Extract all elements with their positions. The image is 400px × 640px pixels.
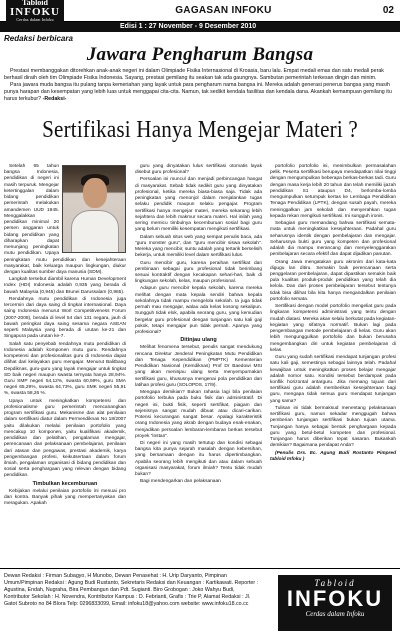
- article-paragraph: Adapun guru mencibir kepala sekolah, karena mereka melihat dengan mata kepala sendiri bahwa kepala sekolahnya tidak mampu mengelola sekolah. Ia juga tidak pernah mau mengajar, walau ada kelas kosong sekalipun. Sungguh tidak elok, apabila seorang guru, yang kemudian bergelar guru profesional dengan tunjangan satu kali gaji pokok, tetapi mengajar pun tidak pernah. Apanya yang profesional?: [135, 286, 262, 336]
- article-paragraph: Guru mencibir guru, karena peraihan sertifikat dan pembinaan sebagai guru profesional tidak berimbang sesuai kontraktif dengan kecakapan sehari-hari, baik di lingkungan sekolah, kelas, maupun profesional.: [135, 260, 262, 285]
- editorial-signature: -Redaksi-: [42, 96, 67, 103]
- article-paragraph: Salah satu penyebab rendahnya mutu pendidikan di Indonesia adalah komponen mutu guru. Rendahnya kompetensi dan profesionalitas guru di Indonesia dapat dilihat dari kelayakan guru mengajar. Menurut Balitbang Depdiknas, guru-guru yang layak mengajar untuk tingkat SD baik negeri maupun swasta ternyata hanya 28,94%. Guru SMP negeri 54,12%, swasta 60,99%, guru SMA negeri 65,29%, swasta 64,73%, guru SMK negeri 55,91 %, swasta 58,26 %.: [4, 341, 126, 397]
- article-paragraph: Setelah 65 tahun bangsa Indonesia, pendidikan di negeri ini masih terpuruk. Mengejar ketertinggalan dalam bidang pendidikan pemerintah melakukan amandemen UUD 1945. Menggalakkan pendidikan minimal 20 persen anggaran untuk bidang pendidikan yang diharapkan dapat menunjang peningkatan mutu pendidikan. Upaya peningkatan mutu pendidikan dan kesejahteraan masyarakat, baik keluarga maupun lingkungan, diukur dengan kualitas sumber daya manusia (SDM).: [4, 164, 126, 275]
- editorial-paragraph: Prestasi membanggakan ditorehkan anak-anak negeri ini dalam Olimpiade Fisika Internasional di Kroasia, baru lalu. Empat medali emas dan satu medali perak berhasil diraih oleh tim Olimpiade Fisika Indonesia. Sayang, prestasi gemilang itu seakan tak ada gaungnya. Sambutan pemerintah terkesan dingin dan minim.: [4, 68, 384, 82]
- article-paragraph: guru yang dinyatakan lulus sertifikasi otomatis layak disebut guru profesional?: [135, 164, 262, 176]
- article-paragraph: Melihat fenomena tersebut, penulis sangat mendukung rencana Direktur Jenderal Peningkatan Mutu Pendidikan dan Tenaga Kependidikan (PMPTK) Kementerian Pendidikan Nasional (Kemdiknas) Prof Dr Baedowi MSI yang akan meninjau ulang serta menyempurnakan sertifikasi guru, khususnya mengenai pola pendidikan dan latihan profesi guru (SOLOPDS, 17/9).: [135, 345, 262, 388]
- article-subheading: Timbulkan kecemburuan: [32, 480, 98, 487]
- article-paragraph: Upaya untuk meningkatkan kompetensi dan profesionalisme guru pemerintah mencanangkan program sertifikasi guru. Mekanisme dan alat penilaian dalam sertifikasi diatur dalam Permendiknas No 18/2007 yaitu dilakukan melalui penilaian portofolio yang mencakup 10 komponen, yaitu kualifikasi akademik, pendidikan dan pelatihan, pengalaman mengajar, perencanaan dan pelaksanaan pembelajaran, penilaian dari atasan dan pengawas, prestasi akademik, karya pengembangan profesi, keikutsertaan dalam forum ilmiah, pengalaman organisasi di bidang pendidikan dan sosial serta penghargaan yang relevan dengan bidang pendidikan.: [4, 398, 126, 479]
- masthead-text: Dewan Redaksi : Firman Subagyo, H Munobo, Dewan Penasehat : H. Urip Daryanto, Pimpinan Umum/Pimpinan Redaksi : Agung Budi Rustanto, Sekretaris Redaksi dan Keuangan : Kartikawati. Reporter : Agustina, Endah, Nugraha, Bira Pembangun dan Pdt. Sugianti. Biro Grobogan : Joko Wahyu Budi, Kontributor Sekolah : H. Novendra, Kontributor Kampus : D. Febrianti, Grafis : Trie P, Alamat Redaksi : Jl. Gatot Subroto no 84 Blora Telp: 0296833099, Email: infoku18@yahoo.com website: www.infoku18.co.cc: [4, 573, 259, 608]
- editorial-headline: Jawara Pengharum Bangsa: [86, 44, 314, 65]
- masthead-footer: [0, 568, 400, 640]
- article-subheading: Ditinjau ulang: [180, 337, 217, 344]
- logo-tagline: Cerdas dalam Infoku: [305, 610, 365, 618]
- article-paragraph: Dalam sebuah situs web yang sempat penulis baca, ada "guru monster guru", dan "guru mencibir siswa sekolah". Mereka yang mencibir, suntu adalah yang tertarik berselisih bekerja, untuk memiliki level dalam sertifikasi lulus.: [135, 234, 262, 259]
- article-paragraph: Sertifikasi dengan model portofolio mengeliat guru pada lingkaran kompetensi administrasi yang tentu dengan mudah diatasi. Mereka akan selalu berkutat pada kegiatan-kegiatan yang sifatnya normatif. Bukan lagi pada pengembangan metode pembelajaran di kelas. Guru akan lebih mengunggulkan portofolio dan bukan berusaha mengembangkan diri untuk kegiatan pembelajaran di kelas.: [270, 304, 396, 353]
- article-paragraph: portofolio portofolio ini, menimbulkan permasalahan pelik. Peserta sertifikasi berupaya mendapatkan nilai tinggi dengan mengumpulkan beberapa berkas-berkas tadi. Guru dengan masa kerja lebih 20 tahun dan telah memiliki ijazah pendidikan S1 ataupun D4, berlomba-lomba mengumpulkan setumpuk kertas ke Lembaga Pendidikan Tenaga Pendidikan (LPTK), dengan susah payah, mereka meninggalkan jam sekolah dan menyerahkan tugas kepada rekan mengikuti sertifikasi. Ini sungguh ironis.: [270, 164, 396, 219]
- article-paragraph: Persoalan ini muncul dan menjadi perbincangan hangat di masyarakat. Sebab tidak sedikit guru yang dinyatakan profesional, ketika mereka biasa-biasa saja. Tidak ada peningkatan yang menonjol dalam menjalankan tugas selaku pendidik maupun selaku pengajar. Program sertifikasi hanya mengejar materi, mereka sekarang lebih sejahtera dan lebih makmur secara materi. Hal inilah yang sering memicu timbulnya kecemburuan sosial bagi guru yang belum memiliki kesempatan mengikuti sertifikasi.: [135, 177, 262, 233]
- editorial-section-label: Redaksi berbicara: [4, 34, 73, 43]
- editorial-paragraph: [4, 82, 396, 103]
- article-paragraph: Bagi mendengarkan dan pelaksanaan: [140, 479, 221, 485]
- infoku-logo: [6, 0, 64, 23]
- editorial-body: [4, 68, 396, 103]
- article-paragraph: Orang Jawa mengatakan guru akronim dari kata-kata digugu lan ditiru. Semakin baik perencanaan serta penggelaran pembelajaran, dapat dipastikan semakin baik pula kualitas produk-produk pendidikan yang telah dia kelola. Dan dari proses pembelajaran tersebut tentunya tidak bisa dilihat bila kita hanya mengandalkan penilaian portofolio semata.: [270, 259, 396, 302]
- logo-main-text: INFOKU: [10, 6, 60, 18]
- logo-tagline: Cerdas dalam Infoku: [16, 17, 54, 22]
- article-paragraph: Rendahnya mutu pendidikan di Indonesia juga tercermin dari daya saing di tingkat internasional. Daya saing Indonesia menurut Worl Competitiveness Forum (2007-2008), berada di level 54 dari 131 negara, jauh di bawah peringkat daya saing sesama negara ASEAN seperti Malaysia yang berada di urutan ke-21 dan Singapura pada urutan ke-7.: [4, 296, 126, 340]
- section-title: GAGASAN INFOKU: [175, 5, 272, 16]
- article-column-2: [135, 164, 262, 487]
- article-paragraph: Kebijakan melalui penilaian portofolio ini menuai pro dan kontra. Banyak pihak yang mempertanyakan dan meragukan. Apakah: [4, 488, 126, 507]
- article-paragraph: Guru yang sudah sertifikasi mendapat tunjangan profesi satu kali gaji, semestinya sebagai lainnya telah. Padahal kewajiban untuk meningkatkan proses belajar mengajar adalah nomor satu. Kondisi tersebut berdampak pada konflik horizontal antarguru. Jika memang tujuan dari sertifikasi guru adalah memberikan kesejahteraan bagi guru, mengapa tidak semua guru mendapat tunjangan yang sama?: [270, 355, 396, 404]
- article-headline: Sertifikasi Hanya Mengejar Materi ?: [42, 117, 358, 143]
- article-column-3: [270, 164, 396, 464]
- editorial-paragraph-text: Para jawara muda bangsa itu pulang tanpa kemeriahan yang layak untuk para pengharum nama bangsa ini. Mereka adalah generasi penerus bangsa yang masih punya harapan dan kesempatan yang lebih luas untuk menggapai cita-cita. Namun, tak sedikit kendala fasilitas dan kendala dana. Akankah kemampuan gemilang itu harus terkubur?: [4, 82, 392, 103]
- edition-bar: Edisi 1 : 27 November - 9 Desember 2010: [0, 22, 400, 32]
- page-number: 02: [382, 5, 394, 16]
- article-paragraph: Tulisan ini tidak bermaksud menentang pelaksanaan sertifikasi guru, namun sekadar menggugah bahwa pemberian tunjangan sertifikasi bukan tujuan utama. Tunjangan hanya sebagai bentuk penghargaan kepada guru yang betul-betul kompeten dan profesional. Tunjangan harus diberikan tepat sasaran. Bukankah demikian? Bagaimana pendapat Anda?: [270, 405, 396, 449]
- logo-top-text: Tabloid: [22, 0, 48, 7]
- article-paragraph: Sebagian guru memandang bahwa sertifikasi semata-mata untuk meningkatkan kesejahteraan. Padahal guru seharusnya identik dengan pembelajaran dan mengajar. Seharusnya bukti guru yang kompeten dan profesional adalah dia mampu merancang dan menyelenggarakan pembelajaran secara efektif dan dapat dijadikan panutan.: [270, 221, 396, 258]
- article-column-1: [4, 164, 126, 509]
- article-paragraph: Langkah tersebut diambil karena Human Development Index (HDI) Indonesia adalah 0,935 yang berada di bawah Malaysia (0,945) dan Brunei Darussalam (0,965).: [4, 277, 126, 295]
- logo-top-text: Tabloid: [314, 578, 356, 588]
- author-credit: (Penulis Drs. Ec. Agung Budi Rostanto Pimpred tabloid Infoku ): [270, 450, 396, 462]
- article-paragraph: Di negeri ini yang masih tertutup dan kondisi sebagai bangsa kita punya sejarah masalah dengan kebersihan, yang bersamaan dengan itu harus dipertimbangkan. Apabila seorang lebih mengikuti dan atau dalam sebuah organisasi masyarakat, forum ilmiah? Tentu tidak mudah bukan?: [135, 440, 262, 478]
- author-photo: [62, 165, 126, 253]
- article-paragraph: Mengapa demikian? Bukan rahasia lagi bila penilaian portofolio terbuka pada buku fisik dan administratif. Di negeri ini, bukti fisik, seperti sertifikat, piagam dan sejenisnya sangat mudah dibuat atau dicari-carikan. Potensi kecurangan sangat besar. Apalagi karakteristik orang Indonesia yang akrab dengan budaya enak-enakan, menjadikan persoalan lembaran-lembaran berkas tersebut proyek "instan".: [135, 390, 262, 439]
- logo-main-text: INFOKU: [286, 586, 384, 611]
- infoku-logo-large: [278, 575, 392, 631]
- page-header: [0, 0, 400, 22]
